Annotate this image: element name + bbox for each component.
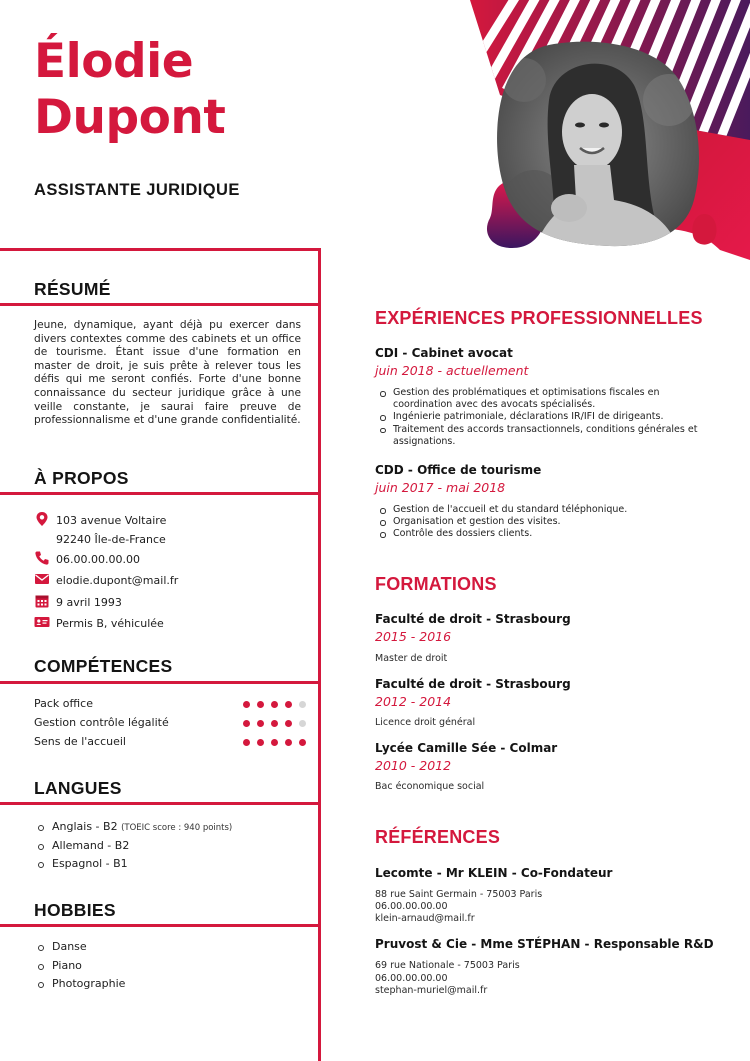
education-detail: Master de droit [375, 653, 448, 664]
resume-text: Jeune, dynamique, ayant déjà pu exercer dans divers contextes comme des cabinets et un office de tourisme. Étant issue d'une formation en master de droit, je suis prête à relever tous les défis qui me seront confiés. Forte d'une bonne connaissance du secteur juridique grâce à une veille constante, je saurai faire preuve de professionnalisme et d'une grande confidentialité. [34, 319, 301, 427]
rating-dot-empty [299, 720, 306, 727]
phone-icon [34, 550, 50, 566]
rating-dot-filled [299, 739, 306, 746]
education-detail: Bac économique social [375, 781, 485, 792]
last-name: Dupont [34, 90, 226, 145]
languages-list [38, 818, 232, 874]
location-icon [34, 511, 50, 527]
education-heading: Lycée Camille Sée - Colmar [375, 741, 558, 755]
left-column-top-border [0, 248, 321, 251]
id-card-icon [34, 614, 50, 630]
rating-dot-filled [271, 701, 278, 708]
about-rule [0, 492, 319, 495]
experience-bullets [380, 504, 715, 541]
reference-heading: Lecomte - Mr KLEIN - Co-Fondateur [375, 866, 613, 880]
skill-label: Gestion contrôle légalité [34, 716, 169, 729]
skill-rating [243, 701, 306, 708]
reference-email: klein-arnaud@mail.fr [375, 913, 475, 924]
reference-email: stephan-muriel@mail.fr [375, 985, 488, 996]
education-heading: Faculté de droit - Strasbourg [375, 677, 571, 691]
phone-text: 06.00.00.00.00 [56, 553, 140, 566]
rating-dot-filled [243, 701, 250, 708]
list-item: Contrôle des dossiers clients. [380, 528, 715, 540]
list-item: Gestion de l'accueil et du standard téléphonique. [380, 504, 715, 516]
list-item [38, 837, 232, 856]
rating-dot-empty [299, 701, 306, 708]
experience-heading: CDD - Office de tourisme [375, 463, 542, 477]
languages-rule [0, 802, 319, 805]
skill-label: Sens de l'accueil [34, 735, 126, 748]
experience-bullets [380, 387, 715, 448]
list-item: Piano [38, 957, 125, 976]
resume-rule [0, 303, 319, 306]
reference-phone: 06.00.00.00.00 [375, 973, 448, 984]
job-title: ASSISTANTE JURIDIQUE [34, 181, 240, 199]
list-item: Traitement des accords transactionnels, conditions générales et assignations. [380, 424, 715, 448]
reference-heading: Pruvost & Cie - Mme STÉPHAN - Responsable R&D [375, 937, 714, 951]
list-item [38, 855, 232, 874]
profile-photo [494, 40, 704, 248]
contact-birthdate [34, 593, 304, 612]
education-dates: 2010 - 2012 [375, 758, 452, 773]
rating-dot-filled [257, 739, 264, 746]
first-name: Élodie [34, 34, 194, 89]
skill-rating [243, 739, 306, 746]
rating-dot-filled [285, 701, 292, 708]
list-item: Organisation et gestion des visites. [380, 516, 715, 528]
rating-dot-filled [285, 720, 292, 727]
contact-address [34, 511, 304, 551]
left-column-right-border [318, 248, 321, 1061]
contact-email [34, 571, 304, 590]
education-title: FORMATIONS [375, 574, 497, 594]
list-item: Photographie [38, 975, 125, 994]
experience-dates: juin 2017 - mai 2018 [375, 480, 506, 495]
address-line2: 92240 Île-de-France [56, 533, 166, 546]
education-detail: Licence droit général [375, 717, 476, 728]
skill-label: Pack office [34, 697, 93, 710]
list-item: Gestion des problématiques et optimisations fiscales en coordination avec des avocats spécialisés. [380, 387, 715, 411]
list-item [38, 818, 232, 837]
reference-address: 88 rue Saint Germain - 75003 Paris [375, 889, 543, 900]
reference-phone: 06.00.00.00.00 [375, 901, 448, 912]
calendar-icon [34, 593, 50, 609]
rating-dot-filled [271, 739, 278, 746]
hobbies-rule [0, 924, 319, 927]
mail-icon [34, 571, 50, 587]
rating-dot-filled [285, 739, 292, 746]
skill-row [34, 697, 306, 713]
email-text: elodie.dupont@mail.fr [56, 574, 179, 587]
address-line1: 103 avenue Voltaire [56, 514, 167, 527]
skills-title: COMPÉTENCES [34, 656, 173, 676]
license-text: Permis B, véhiculée [56, 617, 164, 630]
education-dates: 2015 - 2016 [375, 629, 452, 644]
contact-license [34, 614, 304, 633]
skill-row [34, 735, 306, 751]
rating-dot-filled [257, 720, 264, 727]
language-label: Allemand - B2 [52, 838, 130, 852]
experience-title: EXPÉRIENCES PROFESSIONNELLES [375, 308, 703, 328]
reference-address: 69 rue Nationale - 75003 Paris [375, 960, 520, 971]
education-heading: Faculté de droit - Strasbourg [375, 612, 571, 626]
skill-row [34, 716, 306, 732]
rating-dot-filled [271, 720, 278, 727]
language-label: Anglais - B2 [52, 820, 118, 833]
skills-rule [0, 681, 319, 684]
language-note: (TOEIC score : 940 points) [121, 823, 233, 833]
birthdate-text: 9 avril 1993 [56, 596, 122, 609]
languages-title: LANGUES [34, 778, 122, 798]
list-item: Danse [38, 938, 125, 957]
language-label: Espagnol - B1 [52, 857, 128, 870]
experience-dates: juin 2018 - actuellement [375, 363, 529, 378]
hobbies-title: HOBBIES [34, 900, 116, 920]
rating-dot-filled [257, 701, 264, 708]
name-heading [34, 34, 225, 146]
resume-title: RÉSUMÉ [34, 279, 111, 299]
references-title: RÉFÉRENCES [375, 827, 501, 847]
hobbies-list [38, 938, 125, 994]
rating-dot-filled [243, 720, 250, 727]
contact-phone [34, 550, 304, 569]
skill-rating [243, 720, 306, 727]
education-dates: 2012 - 2014 [375, 694, 452, 709]
about-title: À PROPOS [34, 468, 129, 488]
list-item: Ingénierie patrimoniale, déclarations IR/IFI de dirigeants. [380, 411, 715, 423]
experience-heading: CDI - Cabinet avocat [375, 346, 513, 360]
rating-dot-filled [243, 739, 250, 746]
